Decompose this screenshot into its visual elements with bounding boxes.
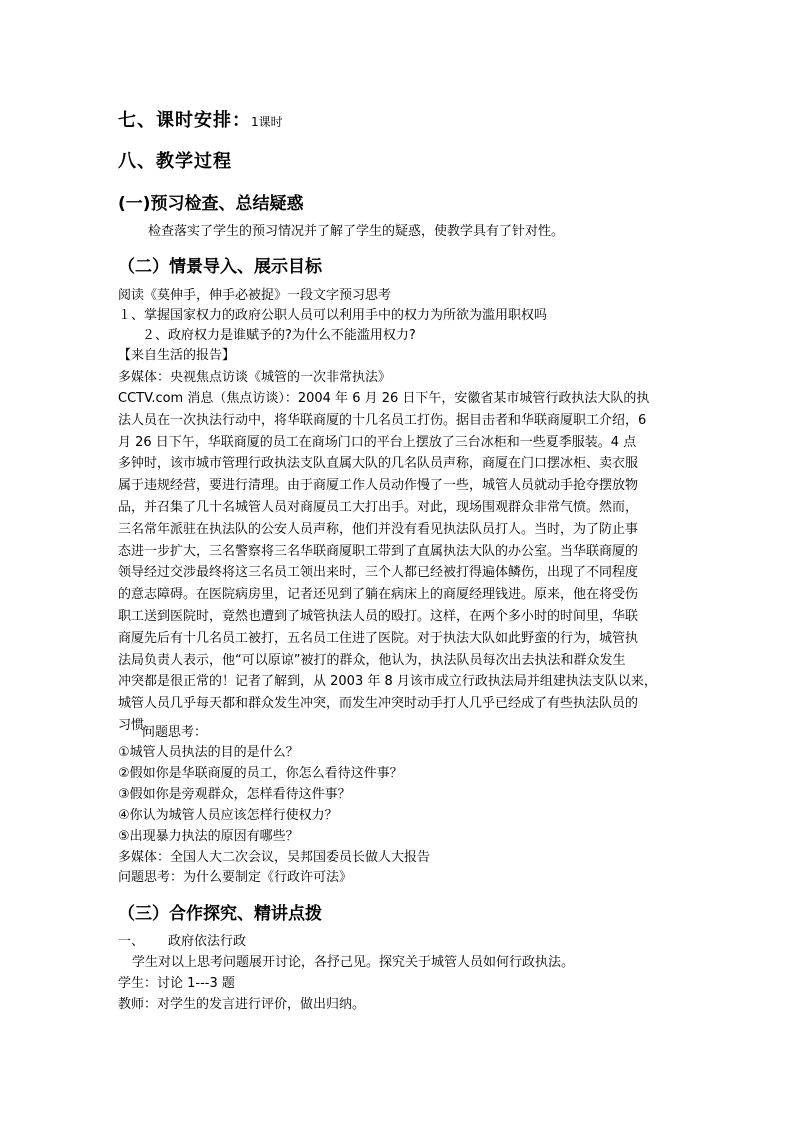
part-2-question-2: ２、政府权力是谁赋予的?为什么不能滥用权力? xyxy=(142,328,416,343)
story-line: 月 26 日下午，华联商厦的员工在商场门口的平台上摆放了三台冰柜和一些夏季服装。4 点 xyxy=(118,434,637,450)
story-line: 多钟时，该市城市管理行政执法支队直属大队的几名队员声称，商厦在门口摆冰柜、卖衣服 xyxy=(118,456,639,472)
story-line: 领导经过交涉最终将这三名员工领出来时，三个人都已经被打得遍体鳞伤，出现了不同程度 xyxy=(118,565,639,581)
question-item: ②假如你是华联商厦的员工，你怎么看待这件事？ xyxy=(118,766,403,781)
story-line: 态进一步扩大，三名警察将三名华联商厦职工带到了直属执法大队的办公室。当华联商厦的 xyxy=(118,543,639,559)
story-line: 商厦先后有十几名员工被打，五名员工住进了医院。对于执法大队如此野蛮的行为，城管执 xyxy=(118,630,639,646)
story-line: 城管人员几乎每天都和群众发生冲突，而发生冲突时动手打人几乎已经成了有些执法队员的 xyxy=(118,696,639,712)
part-1-text: 检查落实了学生的预习情况并了解了学生的疑惑，使教学具有了针对性。 xyxy=(148,224,565,239)
section-7-value: 1课时 xyxy=(251,115,283,129)
story-line: 冲突都是很正常的！记者了解到，从 2003 年 8 月该市成立行政执法局并组建执法支队以来， xyxy=(118,674,657,690)
story-line: 职工送到医院时，竟然也遭到了城管执法人员的殴打。这样，在两个多小时的时间里，华联 xyxy=(118,608,639,624)
part-3-heading: （三）合作探究、精讲点拨 xyxy=(118,904,322,924)
story-line: 三名常年派驻在执法队的公安人员声称，他们并没有看见执法队员打人。当时，为了防止事 xyxy=(118,521,639,537)
story-line: 的意志障碍。在医院病房里，记者还见到了躺在病床上的商厦经理钱进。原来，他在将受伤 xyxy=(118,587,639,603)
story-line: 法人员在一次执法行动中，将华联商厦的十几名员工打伤。据目击者和华联商厦职工介绍，6 xyxy=(118,412,647,428)
section-8-heading: 八、教学过程 xyxy=(118,151,232,172)
question-item: ③假如你是旁观群众，怎样看待这件事？ xyxy=(118,787,351,802)
part-3-text-2: 学生：讨论 1---3 题 xyxy=(118,976,235,991)
media-2-question: 问题思考：为什么要制定《行政许可法》 xyxy=(118,870,353,885)
sub-number: 一、 xyxy=(118,934,145,949)
news-story xyxy=(118,388,678,737)
media-2: 多媒体：全国人大二次会议，吴邦国委员长做人大报告 xyxy=(118,850,431,865)
part-3-text-1: 学生对以上思考问题展开讨论，各抒己见。探究关于城管人员如何行政执法。 xyxy=(132,955,575,970)
story-line: 习惯。 xyxy=(118,717,158,733)
part-2-question-1: １、掌握国家权力的政府公职人员可以利用手中的权力为所欲为滥用职权吗 xyxy=(118,308,548,323)
part-3-text-3: 教师：对学生的发言进行评价，做出归纳。 xyxy=(118,997,366,1012)
part-3-subheading xyxy=(118,931,246,952)
questions-label: 问题思考： xyxy=(142,725,208,740)
story-line: 属于违规经营，要进行清理。由于商厦工作人员动作慢了一些，城管人员就动手抢夺摆放物 xyxy=(118,478,639,494)
question-item: ①城管人员执法的目的是什么？ xyxy=(118,745,299,760)
media-1: 多媒体：央视焦点访谈《城管的一次非常执法》 xyxy=(118,370,392,385)
section-7-title: 七、课时安排： xyxy=(118,110,251,131)
story-line: CCTV.com 消息（焦点访谈）：2004 年 6 月 26 日下午，安徽省某市城管行政执法大队的执 xyxy=(118,391,650,406)
section-7-heading xyxy=(118,106,283,132)
question-item: ④你认为城管人员应该怎样行使权力？ xyxy=(118,808,338,823)
part-1-heading: (一)预习检查、总结疑惑 xyxy=(118,194,304,214)
sub-title: 政府依法行政 xyxy=(168,934,247,949)
story-line: 品，并召集了几十名城管人员对商厦员工大打出手。对此，现场围观群众非常气愤。然而， xyxy=(118,499,639,515)
story-line: 法局负责人表示，他“可以原谅”被打的群众，他认为，执法队员每次出去执法和群众发生 xyxy=(118,652,626,668)
report-label: 【来自生活的报告】 xyxy=(118,348,236,363)
question-item: ⑤出现暴力执法的原因有哪些？ xyxy=(118,829,299,844)
part-2-heading: （二）情景导入、展示目标 xyxy=(118,257,322,277)
part-2-intro: 阅读《莫伸手，伸手必被捉》一段文字预习思考 xyxy=(118,288,392,303)
